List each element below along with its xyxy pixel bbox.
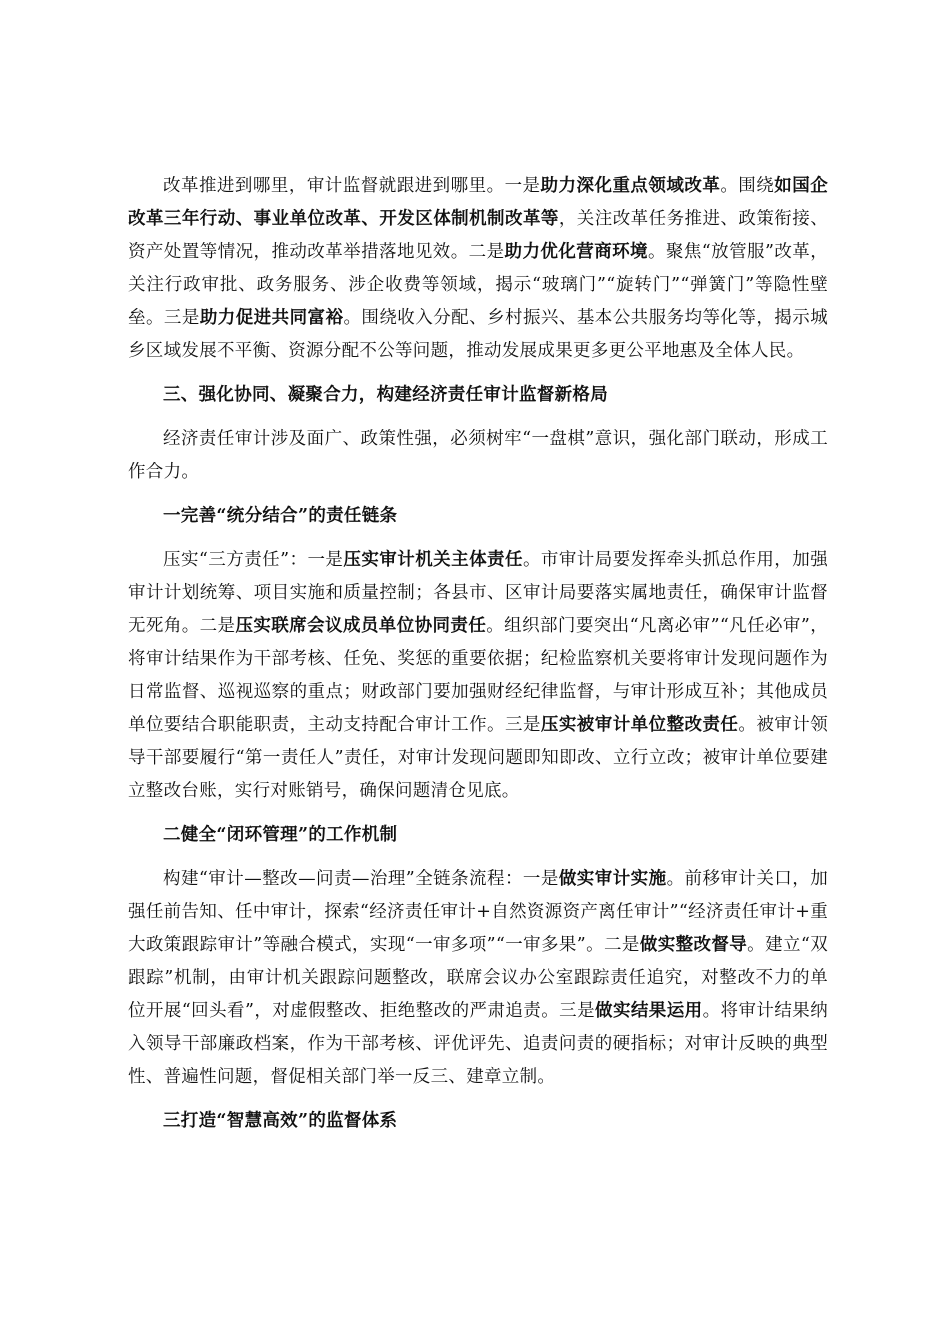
- text-segment: 构建“审计—整改—问责—治理”全链条流程：一是: [163, 869, 559, 889]
- section-heading: [128, 819, 828, 852]
- bold-text: 做实整改督导: [639, 935, 748, 955]
- bold-text: 助力深化重点领域改革: [540, 176, 721, 196]
- bold-text: 压实联席会议成员单位协同责任: [235, 616, 487, 636]
- bold-text: 助力促进共同富裕: [199, 308, 344, 328]
- bold-text: 助力优化营商环境: [504, 242, 648, 262]
- document-page: [128, 170, 828, 1149]
- bold-text: 做实审计实施: [558, 869, 667, 889]
- text-segment: 。建立“双跟踪”机制，由审计机关跟踪问题整改，联席会议办公室跟踪责任追究，对整改不力的单位开展“回头看”，对虚假整改、拒绝整改的严肃追责。三是: [128, 935, 828, 1021]
- body-paragraph: [128, 423, 828, 489]
- text-segment: 。被审计领导干部要履行“第一责任人”责任，对审计发现问题即知即改、立行立改；被审计单位要建立整改台账，实行对账销号，确保问题清仓见底。: [128, 715, 828, 801]
- bold-text: 做实结果运用: [595, 1001, 703, 1021]
- body-paragraph: [128, 544, 828, 808]
- section-heading: [128, 379, 828, 412]
- bold-text: 压实被审计单位整改责任: [540, 715, 739, 735]
- bold-text: 如国企改革三年行动、事业单位改革、开发区体制机制改革等: [128, 176, 829, 229]
- text-segment: 。围绕收入分配、乡村振兴、基本公共服务均等化等，揭示城乡区域发展不平衡、资源分配不公等问题，推动发展成果更多更公平地惠及全体人民。: [128, 308, 828, 361]
- text-segment: ，关注改革任务推进、政策衔接、资产处置等情况，推动改革举措落地见效。二是: [128, 209, 828, 262]
- section-heading: [128, 500, 828, 533]
- text-segment: 。围绕: [720, 176, 775, 196]
- text-segment: 。前移审计关口，加强任前告知、任中审计，探索“经济责任审计+自然资源资产离任审计”“经济责任审计+重大政策跟踪审计”等融合模式，实现“一审多项”“一审多果”。二是: [128, 869, 828, 955]
- bold-text: 压实审计机关主体责任: [343, 550, 523, 570]
- bold-text: 二健全“闭环管理”的工作机制: [163, 825, 398, 845]
- bold-text: 一完善“统分结合”的责任链条: [163, 506, 398, 526]
- text-segment: 压实“三方责任”：一是: [163, 550, 344, 570]
- text-segment: 。将审计结果纳入领导干部廉政档案，作为干部考核、评优评先、追责问责的硬指标；对审计反映的典型性、普遍性问题，督促相关部门举一反三、建章立制。: [128, 1001, 828, 1087]
- body-paragraph: [128, 170, 828, 368]
- bold-text: 三、强化协同、凝聚合力，构建经济责任审计监督新格局: [163, 385, 608, 405]
- section-heading: [128, 1105, 828, 1138]
- text-segment: 。组织部门要突出“凡离必审”“凡任必审”，将审计结果作为干部考核、任免、奖惩的重要依据；纪检监察机关要将审计发现问题作为日常监督、巡视巡察的重点；财政部门要加强财经纪律监督，与审计形成互补；其他成员单位要结合职能职责，主动支持配合审计工作。三是: [128, 616, 828, 735]
- text-segment: 改革推进到哪里，审计监督就跟进到哪里。一是: [163, 176, 541, 196]
- text-segment: 经济责任审计涉及面广、政策性强，必须树牢“一盘棋”意识，强化部门联动，形成工作合力。: [128, 429, 828, 482]
- bold-text: 三打造“智慧高效”的监督体系: [163, 1111, 398, 1131]
- text-segment: 。聚焦“放管服”改革，关注行政审批、政务服务、涉企收费等领域，揭示“玻璃门”“旋转门”“弹簧门”等隐性壁垒。三是: [128, 242, 828, 328]
- text-segment: 。市审计局要发挥牵头抓总作用，加强审计计划统筹、项目实施和质量控制；各县市、区审计局要落实属地责任，确保审计监督无死角。二是: [128, 550, 828, 636]
- body-paragraph: [128, 863, 828, 1094]
